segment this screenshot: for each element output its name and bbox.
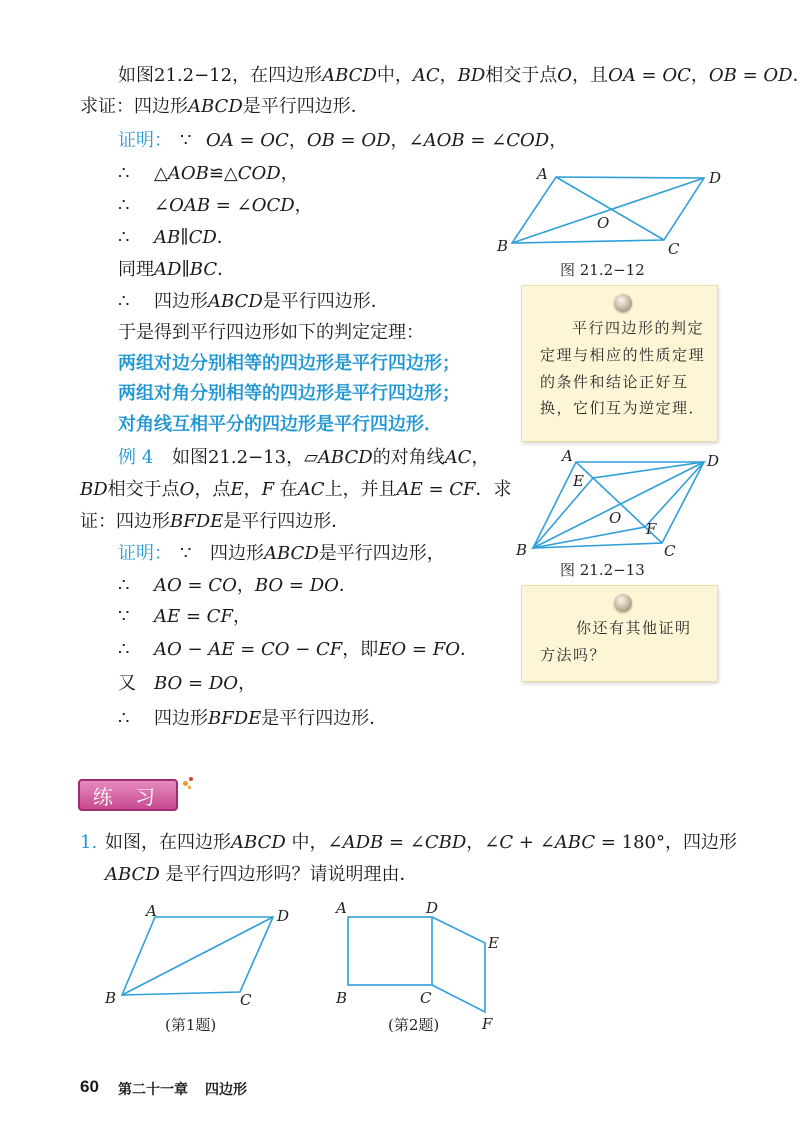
label-c: C — [664, 542, 676, 560]
proof2-line-4 — [118, 638, 478, 662]
math-variable: C — [499, 832, 514, 853]
math-variable: AO — [154, 639, 182, 660]
label-b: B — [497, 237, 509, 255]
math-variable: OB — [708, 65, 737, 86]
theorem-2: 两组对角分别相等的四边形是平行四边形； — [118, 383, 460, 404]
label-a: A — [146, 902, 157, 920]
proof2-line-5 — [118, 672, 256, 696]
figure-21-2-13 — [505, 445, 725, 560]
math-variable: OC — [662, 65, 691, 86]
proof2-step-text: 四边形ABCD是平行四边形， — [210, 543, 445, 564]
chapter-number: 第二十一章 — [118, 1081, 188, 1097]
math-variable: ABCD — [208, 291, 263, 312]
math-variable: DO — [309, 575, 339, 596]
proof2-step-text: AO = CO，BO = DO． — [154, 575, 357, 596]
math-variable: OD — [763, 65, 793, 86]
note-line: 定理与相应的性质定理 — [540, 346, 706, 364]
proof2-step-text: AE = CF， — [154, 606, 251, 627]
note-line: 平行四边形的判定 — [572, 319, 705, 337]
page-number: 60 — [80, 1077, 99, 1096]
proof2-step-text: AO − AE = CO − CF，即EO = FO． — [154, 639, 478, 660]
problem-statement-line2: 求证：四边形ABCD是平行四边形． — [80, 96, 369, 117]
math-variable: CF — [316, 639, 343, 660]
note-line: 的条件和结论正好互 — [540, 373, 689, 391]
label-a: A — [537, 165, 548, 183]
proof1-conclusion-text: 四边形ABCD是平行四边形． — [154, 291, 389, 312]
therefore-symbol: ∴ — [118, 291, 130, 312]
label-d: D — [426, 899, 439, 917]
exercise-number: 1. — [80, 832, 98, 853]
math-variable: AD — [154, 259, 182, 280]
math-variable: AC — [412, 65, 440, 86]
math-variable: BO — [154, 673, 183, 694]
therefore-symbol: ∴ — [118, 639, 130, 660]
figure-caption-21-2-13: 图 21.2−13 — [560, 561, 645, 579]
label-b: B — [105, 989, 117, 1007]
math-variable: AE — [396, 479, 423, 500]
proof1-label: 证明： — [118, 130, 172, 151]
rectangle-abcd — [348, 917, 432, 985]
math-variable: AE — [154, 606, 181, 627]
proof1-similarly: 同理AD∥BC． — [118, 259, 236, 280]
math-variable: BD — [80, 479, 108, 500]
decor-dot — [189, 777, 193, 781]
math-variable: O — [179, 479, 195, 500]
math-variable: COD — [237, 163, 281, 184]
math-variable: OC — [260, 130, 289, 151]
math-variable: BFDE — [170, 511, 224, 532]
example4-text: 如图21.2−13，▱ABCD的对角线AC， — [172, 447, 490, 468]
math-variable: ADB — [342, 832, 384, 853]
label-f: F — [646, 520, 657, 538]
parallelogram-defc — [432, 917, 485, 1012]
math-variable: F — [261, 479, 275, 500]
math-variable: CBD — [424, 832, 467, 853]
proof2-line-2 — [118, 574, 357, 598]
math-variable: BFDE — [208, 708, 262, 729]
proof2-step-text: BO = DO， — [154, 673, 257, 694]
exercise1-text: 如图，在四边形ABCD 中，∠ADB = ∠CBD，∠C + ∠ABC = 180°，四边形 — [105, 832, 738, 853]
math-variable: AC — [444, 447, 472, 468]
math-variable: OD — [361, 130, 391, 151]
label-e: E — [488, 934, 499, 952]
math-variable: FO — [432, 639, 460, 660]
math-variable: OA — [608, 65, 636, 86]
because-symbol: ∵ — [118, 606, 130, 627]
label-c: C — [420, 989, 432, 1007]
proof2-line-3 — [118, 605, 251, 629]
label-b: B — [516, 541, 528, 559]
exercise1-figure — [104, 902, 289, 1009]
math-variable: OCD — [251, 195, 295, 216]
figure-21-2-12 — [490, 155, 730, 258]
label-c: C — [240, 991, 252, 1009]
exercise1-line-2: ABCD 是平行四边形吗？请说明理由． — [105, 864, 418, 885]
side-note-other-methods — [521, 585, 718, 682]
proof1-step-text: ∠OAB = ∠OCD， — [154, 195, 313, 216]
proof1-line-1 — [118, 129, 567, 153]
math-variable: AC — [297, 479, 325, 500]
math-variable: ABCD — [105, 864, 160, 885]
label-a: A — [562, 447, 573, 465]
math-variable: OAB — [169, 195, 211, 216]
diagonal-ac — [556, 177, 664, 240]
label-d: D — [709, 169, 722, 187]
math-variable: CO — [208, 575, 237, 596]
because-symbol: ∵ — [180, 130, 192, 151]
therefore-symbol: ∴ — [118, 163, 130, 184]
math-variable: OA — [206, 130, 234, 151]
diagonal-bd — [122, 917, 273, 995]
note-line: 方法吗？ — [540, 646, 607, 664]
proof1-line-3 — [118, 194, 313, 218]
math-variable: ABCD — [264, 543, 319, 564]
practice-section-label: 练 习 — [78, 779, 178, 811]
example4-line-1 — [118, 446, 489, 470]
note-line: 你还有其他证明 — [576, 619, 692, 637]
exercise-figures — [95, 895, 515, 1035]
math-variable: ABCD — [231, 832, 286, 853]
math-variable: E — [230, 479, 244, 500]
pushpin-icon — [614, 594, 632, 612]
label-o: O — [609, 509, 622, 527]
math-variable: ABC — [554, 832, 596, 853]
math-variable: ABCD — [322, 65, 377, 86]
proof1-line-2 — [118, 162, 299, 186]
proof1-step-text: △AOB≌△COD， — [154, 163, 299, 184]
decor-dot — [188, 786, 191, 789]
proof2-step-text: 四边形BFDE是平行四边形． — [154, 708, 388, 729]
math-variable: ABCD — [317, 447, 373, 468]
example4-line-2: BD相交于点O，点E，F 在AC上，并且AE = CF．求 — [80, 479, 512, 500]
decor-dot — [183, 781, 188, 786]
label-c: C — [668, 240, 680, 258]
math-variable: OB — [306, 130, 335, 151]
example4-label: 例 4 — [118, 447, 154, 468]
math-variable: AO — [154, 575, 182, 596]
side-note-inverse-theorem — [521, 285, 718, 442]
theorem-intro: 于是得到平行四边形如下的判定定理： — [118, 322, 424, 343]
pushpin-icon — [614, 294, 632, 312]
proof1-step-text: AB∥CD． — [154, 227, 235, 248]
math-variable: CD — [188, 227, 217, 248]
proof2-label: 证明： — [118, 543, 172, 564]
math-variable: CO — [260, 639, 290, 660]
theorem-3: 对角线互相平分的四边形是平行四边形． — [118, 414, 442, 435]
math-variable: ABCD — [188, 96, 243, 117]
label-d: D — [277, 907, 290, 925]
therefore-symbol: ∴ — [118, 708, 130, 729]
label-o: O — [597, 214, 610, 232]
proof1-line-4 — [118, 226, 235, 250]
math-variable: AE — [208, 639, 235, 660]
math-variable: COD — [506, 130, 550, 151]
therefore-symbol: ∴ — [118, 195, 130, 216]
chapter-title: 四边形 — [205, 1081, 247, 1097]
math-variable: AB — [154, 227, 181, 248]
label-a: A — [336, 899, 347, 917]
figure-caption-21-2-12: 图 21.2−12 — [560, 261, 645, 279]
note-line: 换，它们互为逆定理． — [540, 399, 706, 417]
label-f: F — [482, 1015, 493, 1033]
example4-line-3: 证：四边形BFDE是平行四边形． — [80, 511, 350, 532]
math-variable: O — [557, 65, 573, 86]
math-variable: AOB — [423, 130, 465, 151]
diagonal-bd — [512, 178, 704, 243]
also-word: 又 — [118, 673, 136, 694]
math-variable: BD — [457, 65, 486, 86]
math-variable: BC — [189, 259, 218, 280]
math-variable: CF — [206, 606, 233, 627]
exercise1-line-1 — [80, 831, 737, 855]
theorem-1: 两组对边分别相等的四边形是平行四边形； — [118, 353, 460, 374]
exercise2-figure — [334, 899, 499, 1033]
proof1-conclusion — [118, 290, 389, 314]
math-variable: EO — [378, 639, 407, 660]
label-b: B — [336, 989, 348, 1007]
because-symbol: ∵ — [180, 543, 192, 564]
exercise1-figure-caption: (第1题) — [165, 1016, 217, 1034]
math-variable: CF — [449, 479, 476, 500]
therefore-symbol: ∴ — [118, 227, 130, 248]
math-variable: BO — [254, 575, 284, 596]
math-variable: AOB — [167, 163, 209, 184]
proof2-line-6 — [118, 707, 387, 731]
label-e: E — [573, 472, 584, 490]
proof1-step-text: OA = OC，OB = OD，∠AOB = ∠COD， — [206, 130, 568, 151]
therefore-symbol: ∴ — [118, 575, 130, 596]
exercise2-figure-caption: (第2题) — [388, 1016, 440, 1034]
proof2-line-1 — [118, 542, 445, 566]
problem-statement-line1: 如图21.2−12，在四边形ABCD中，AC，BD相交于点O，且OA = OC，OB = OD． — [118, 65, 811, 86]
label-d: D — [707, 452, 720, 470]
math-variable: DO — [208, 673, 239, 694]
